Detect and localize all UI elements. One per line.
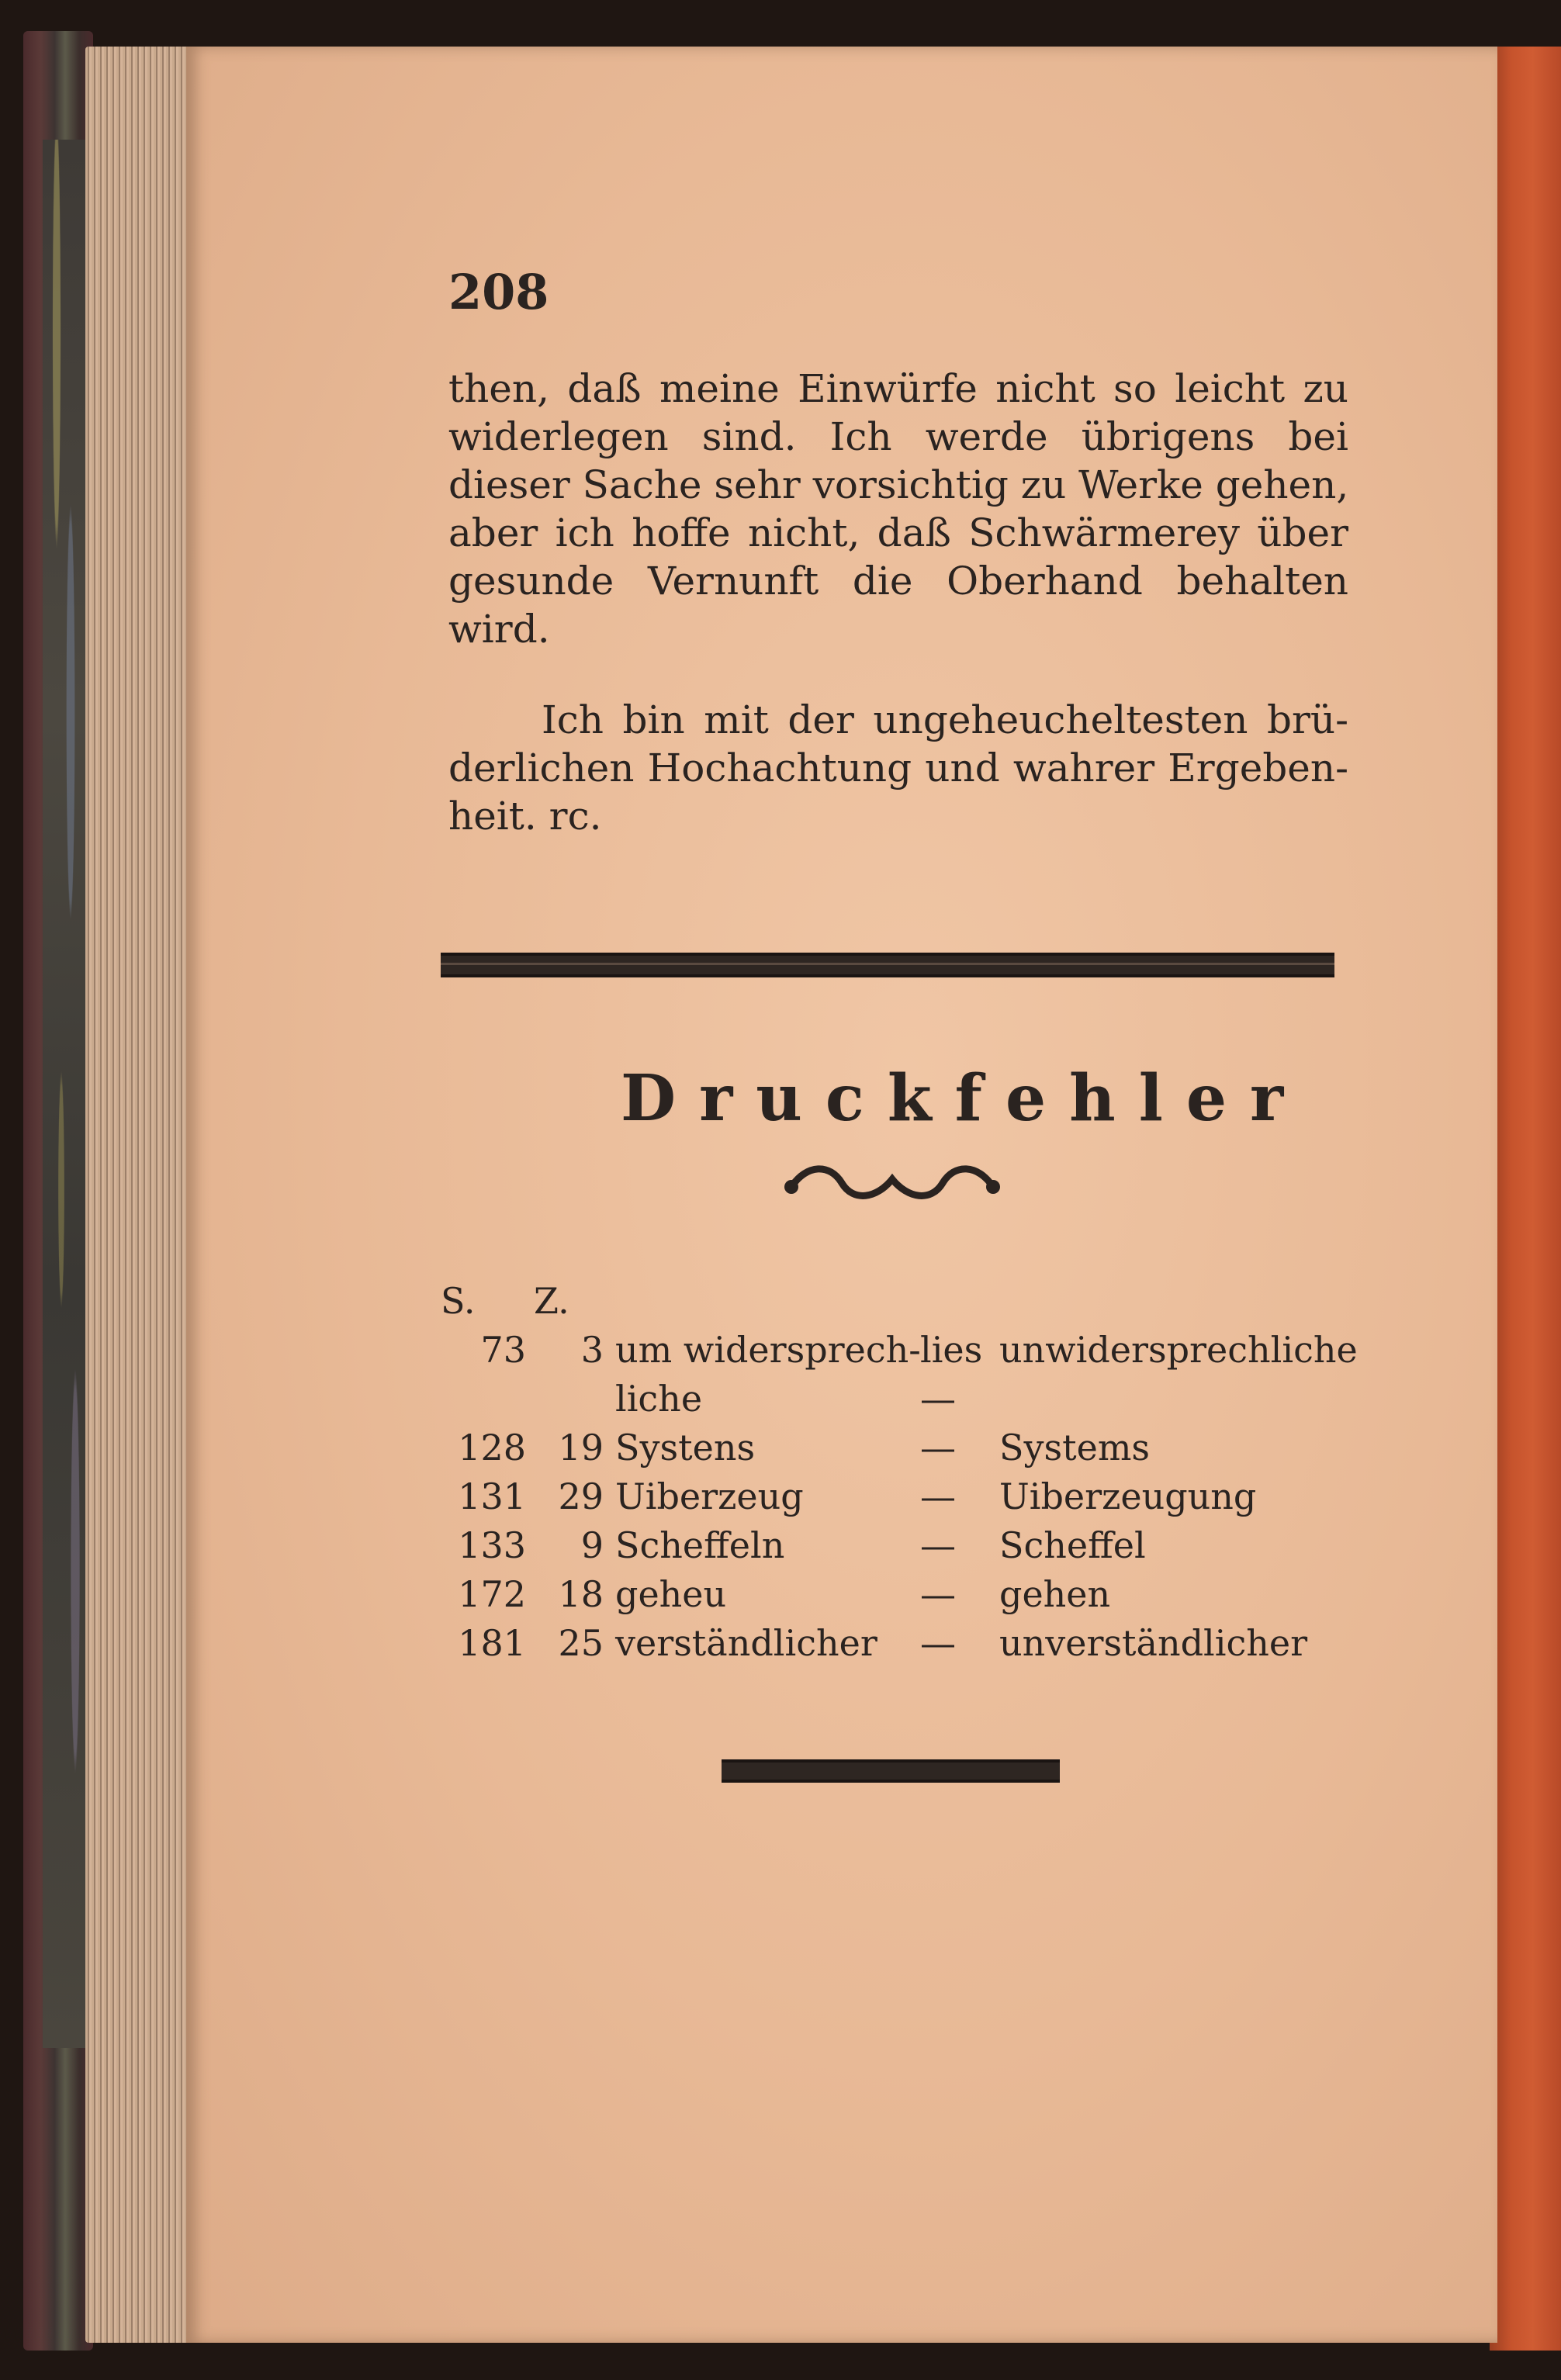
errata-row <box>441 1329 1356 1378</box>
errata-heading: Druckfehler <box>621 1061 1307 1136</box>
errata-line: 29 <box>558 1475 604 1517</box>
body-text <box>448 365 1348 840</box>
errata-row <box>441 1475 1356 1524</box>
errata-page: 133 <box>458 1524 526 1566</box>
errata-correction: unwidersprechliche <box>999 1329 1358 1371</box>
flourish-ornament <box>776 1156 1009 1210</box>
errata-page: 131 <box>458 1475 526 1517</box>
body-line: then, daß meine Einwürfe nicht so leicht zu <box>448 366 1348 411</box>
errata-error: um widersprech- <box>615 1329 921 1371</box>
errata-page: 73 <box>480 1329 526 1371</box>
errata-separator: — <box>920 1475 956 1517</box>
marbled-cover-edge <box>43 140 89 2048</box>
body-line: aber ich hoffe nicht, daß Schwärmerey über <box>448 510 1348 555</box>
errata-row <box>441 1573 1356 1622</box>
errata-correction: unverständlicher <box>999 1622 1308 1664</box>
errata-row <box>441 1378 1356 1427</box>
closing-paragraph <box>448 696 1348 840</box>
errata-correction: Systems <box>999 1427 1151 1468</box>
divider-rule <box>441 953 1334 977</box>
errata-header-row <box>441 1280 1356 1329</box>
errata-error: Uiberzeug <box>615 1475 804 1517</box>
errata-correction: Uiberzeugung <box>999 1475 1257 1517</box>
errata-line: 19 <box>558 1427 604 1468</box>
column-header-page: S. <box>441 1280 476 1322</box>
errata-table <box>441 1280 1356 1671</box>
errata-row <box>441 1524 1356 1573</box>
page-stack-edges <box>85 47 202 2343</box>
column-header-line: Z. <box>534 1280 569 1322</box>
divider-rule-bottom <box>722 1759 1060 1783</box>
errata-row <box>441 1427 1356 1475</box>
closing-line: Ich bin mit der ungeheucheltesten brü- <box>542 697 1348 742</box>
errata-line: 9 <box>580 1524 604 1566</box>
body-line: widerlegen sind. Ich werde übrigens bei <box>448 414 1348 459</box>
errata-page: 172 <box>458 1573 526 1615</box>
body-line: gesunde Vernunft die Oberhand behalten <box>448 559 1348 604</box>
errata-separator: lies <box>920 1329 983 1371</box>
errata-error: geheu <box>615 1573 727 1615</box>
closing-line: heit. rc. <box>448 794 602 839</box>
errata-error: Systens <box>615 1427 756 1468</box>
errata-page: 181 <box>458 1622 526 1664</box>
body-line: dieser Sache sehr vorsichtig zu Werke gehen, <box>448 462 1349 507</box>
errata-error: liche <box>615 1378 703 1420</box>
errata-separator: — <box>920 1622 956 1664</box>
body-line: wird. <box>448 607 550 652</box>
errata-correction: Scheffel <box>999 1524 1146 1566</box>
errata-line: 3 <box>580 1329 604 1371</box>
errata-error: verständlicher <box>615 1622 877 1664</box>
errata-row <box>441 1622 1356 1671</box>
errata-separator: — <box>920 1573 956 1615</box>
book-cover-right <box>1490 47 1561 2351</box>
errata-line: 18 <box>558 1573 604 1615</box>
errata-separator: — <box>920 1378 956 1420</box>
closing-line: derlichen Hochachtung und wahrer Ergeben- <box>448 745 1348 790</box>
page-number: 208 <box>448 264 549 320</box>
errata-page: 128 <box>458 1427 526 1468</box>
errata-separator: — <box>920 1524 956 1566</box>
errata-error: Scheffeln <box>615 1524 785 1566</box>
errata-separator: — <box>920 1427 956 1468</box>
errata-line: 25 <box>558 1622 604 1664</box>
errata-correction: gehen <box>999 1573 1111 1615</box>
